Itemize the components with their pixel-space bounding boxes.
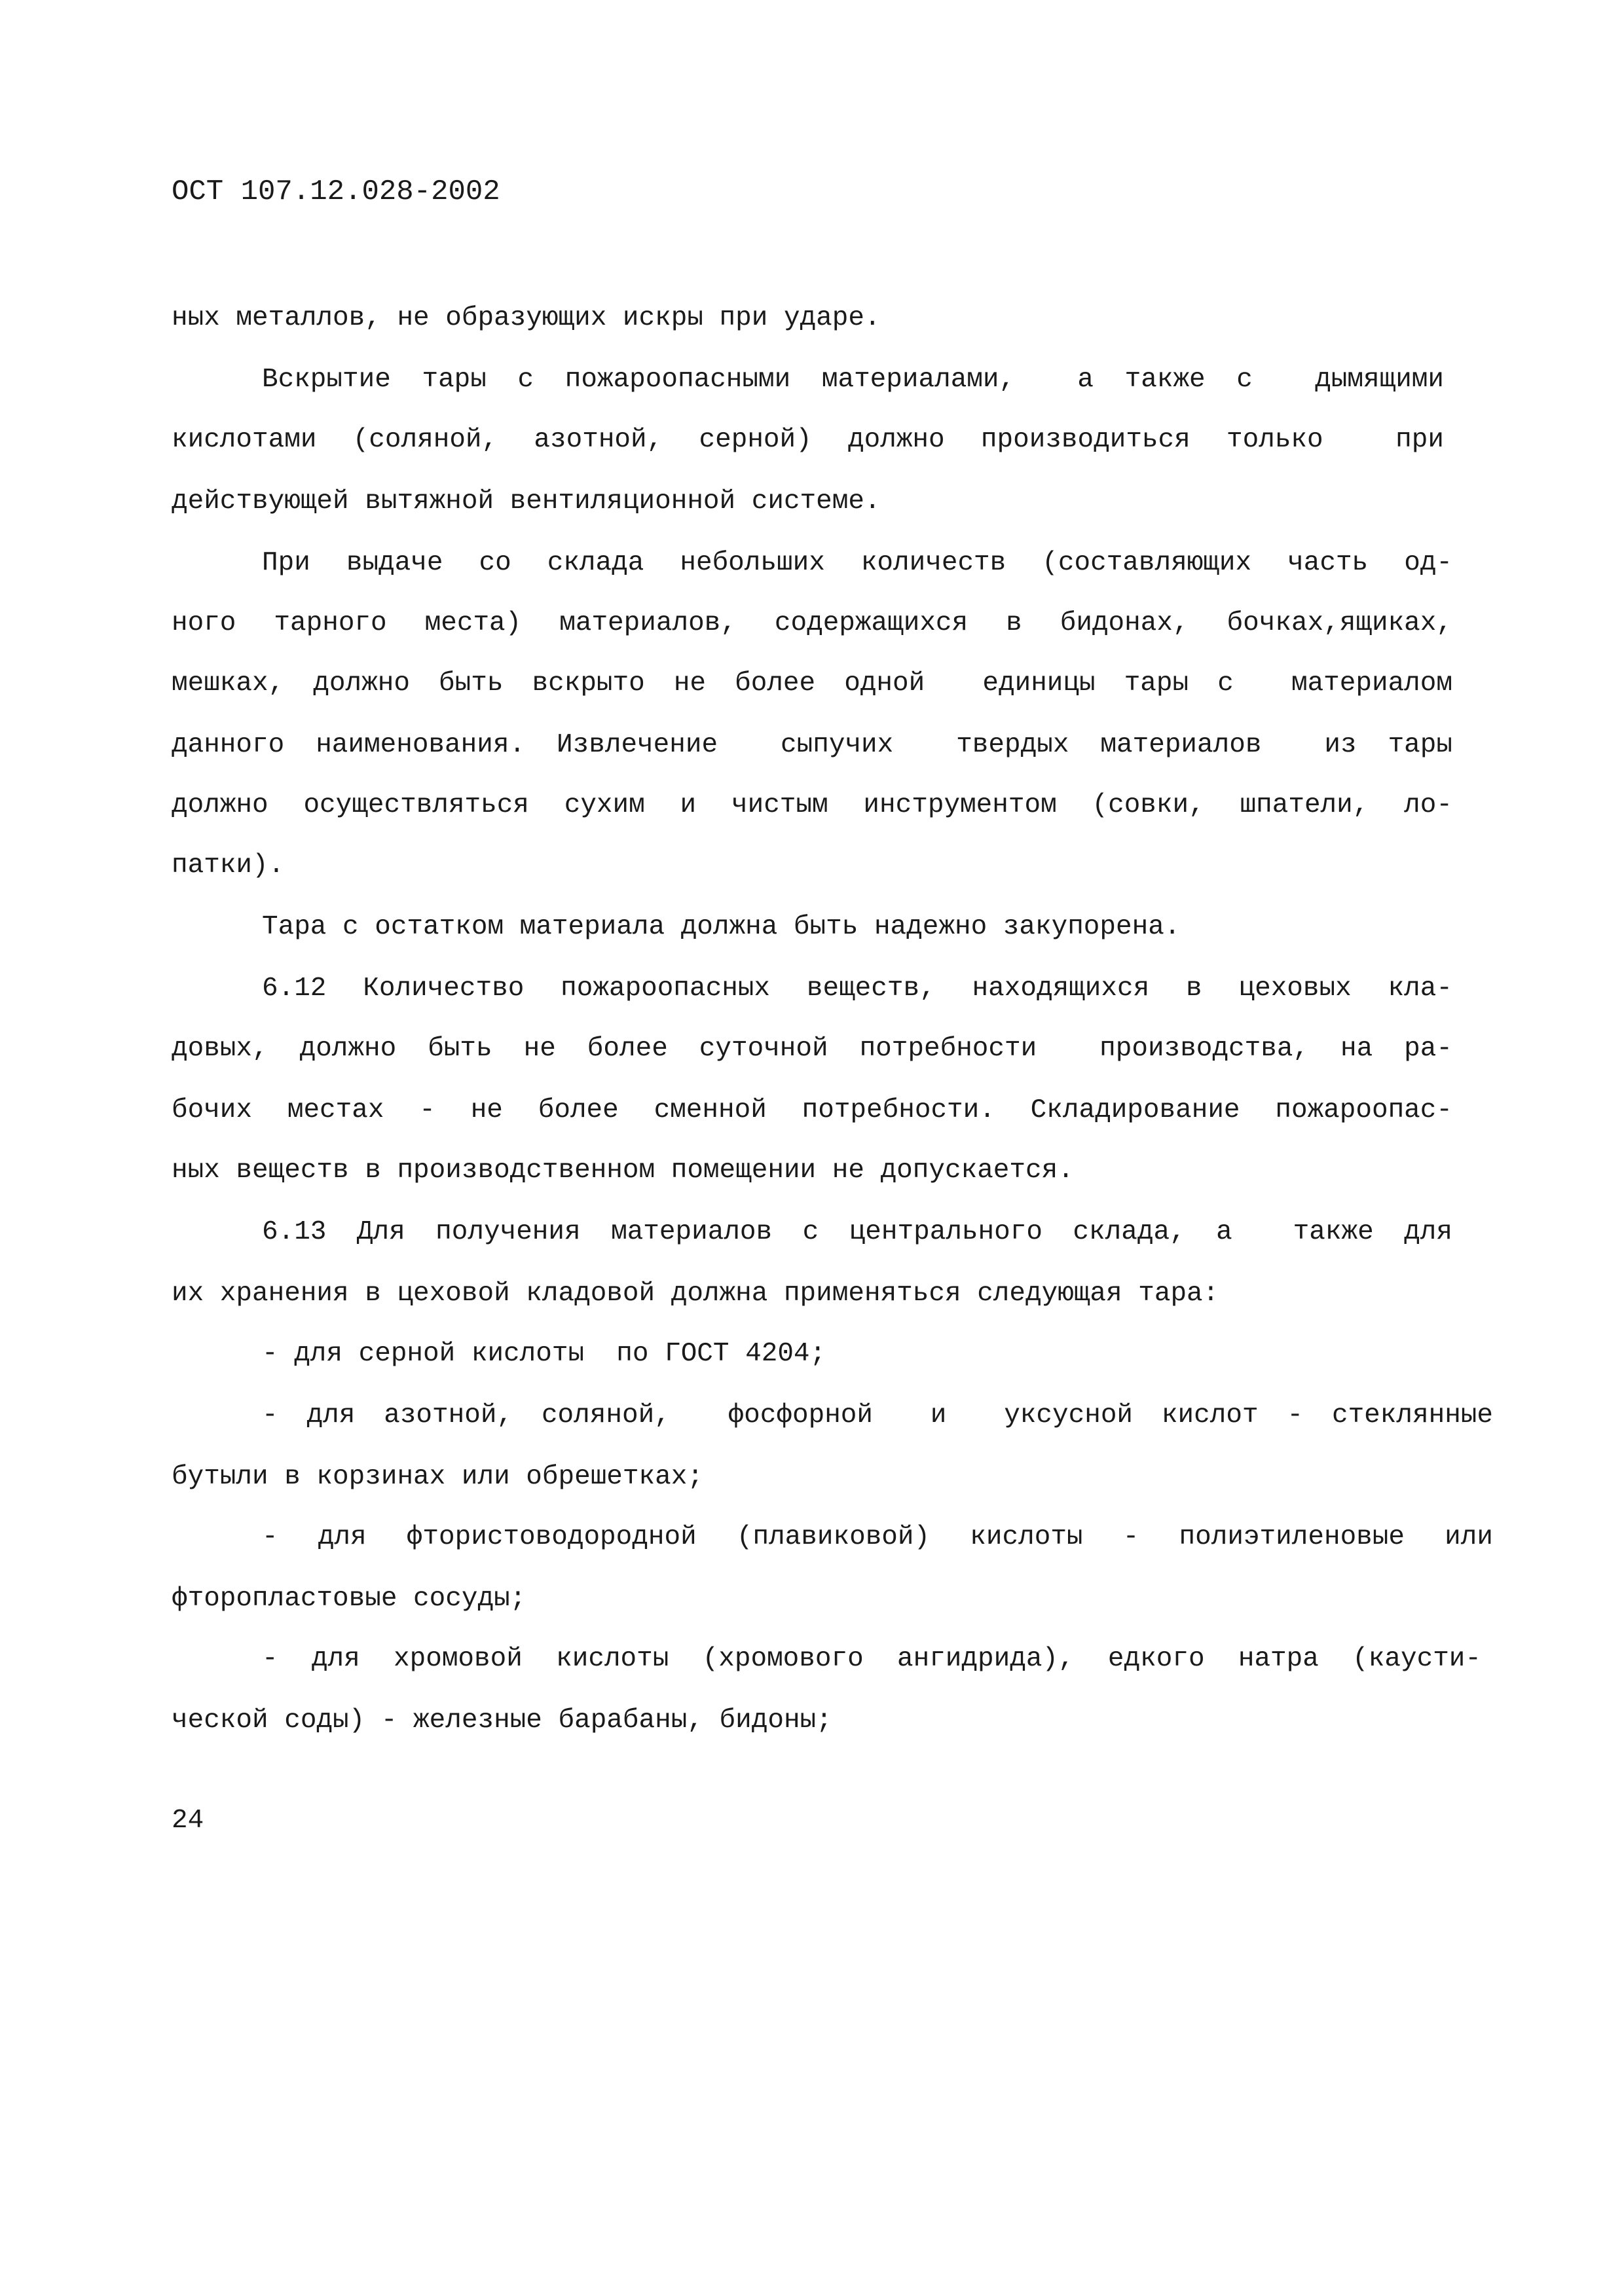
text-line: - для хромовой кислоты (хромового ангидрида), едкого натра (каусти- bbox=[262, 1644, 1481, 1674]
text-line: патки). bbox=[172, 850, 285, 881]
text-line: Тара с остатком материала должна быть надежно закупорена. bbox=[262, 912, 1181, 942]
text-line: ческой соды) - железные барабаны, бидоны; bbox=[172, 1705, 832, 1736]
text-line: - для фтористоводородной (плавиковой) кислоты - полиэтиленовые или bbox=[262, 1522, 1493, 1552]
page-number: 24 bbox=[172, 1806, 204, 1836]
text-line: бутыли в корзинах или обрешетках; bbox=[172, 1462, 703, 1492]
text-line: ного тарного места) материалов, содержащихся в бидонах, бочках,ящиках, bbox=[172, 608, 1452, 638]
text-line: ных веществ в производственном помещении не допускается. bbox=[172, 1156, 1074, 1186]
text-line: 6.12 Количество пожароопасных веществ, находящихся в цеховых кла- bbox=[262, 974, 1452, 1004]
text-line: довых, должно быть не более суточной потребности производства, на ра- bbox=[172, 1034, 1452, 1064]
document-header: ОСТ 107.12.028-2002 bbox=[172, 175, 500, 208]
text-line: Вскрытие тары с пожароопасными материалами, а также с дымящими bbox=[262, 365, 1444, 395]
text-line: бочих местах - не более сменной потребности. Складирование пожароопас- bbox=[172, 1095, 1452, 1125]
text-line: При выдаче со склада небольших количеств (составляющих часть од- bbox=[262, 548, 1452, 578]
text-line: ных металлов, не образующих искры при ударе. bbox=[172, 303, 881, 333]
text-line: - для азотной, соляной, фосфорной и уксусной кислот - стеклянные bbox=[262, 1400, 1493, 1430]
text-line: должно осуществляться сухим и чистым инструментом (совки, шпатели, ло- bbox=[172, 790, 1452, 820]
text-line: - для серной кислоты по ГОСТ 4204; bbox=[262, 1339, 826, 1369]
text-line: их хранения в цеховой кладовой должна применяться следующая тара: bbox=[172, 1279, 1219, 1309]
text-line: действующей вытяжной вентиляционной системе. bbox=[172, 486, 881, 517]
text-line: фторопластовые сосуды; bbox=[172, 1584, 526, 1614]
text-line: 6.13 Для получения материалов с центрального склада, а также для bbox=[262, 1217, 1452, 1247]
text-line: мешках, должно быть вскрыто не более одной единицы тары с материалом bbox=[172, 668, 1452, 699]
text-line: кислотами (соляной, азотной, серной) должно производиться только при bbox=[172, 425, 1444, 455]
text-line: данного наименования. Извлечение сыпучих твердых материалов из тары bbox=[172, 730, 1452, 760]
